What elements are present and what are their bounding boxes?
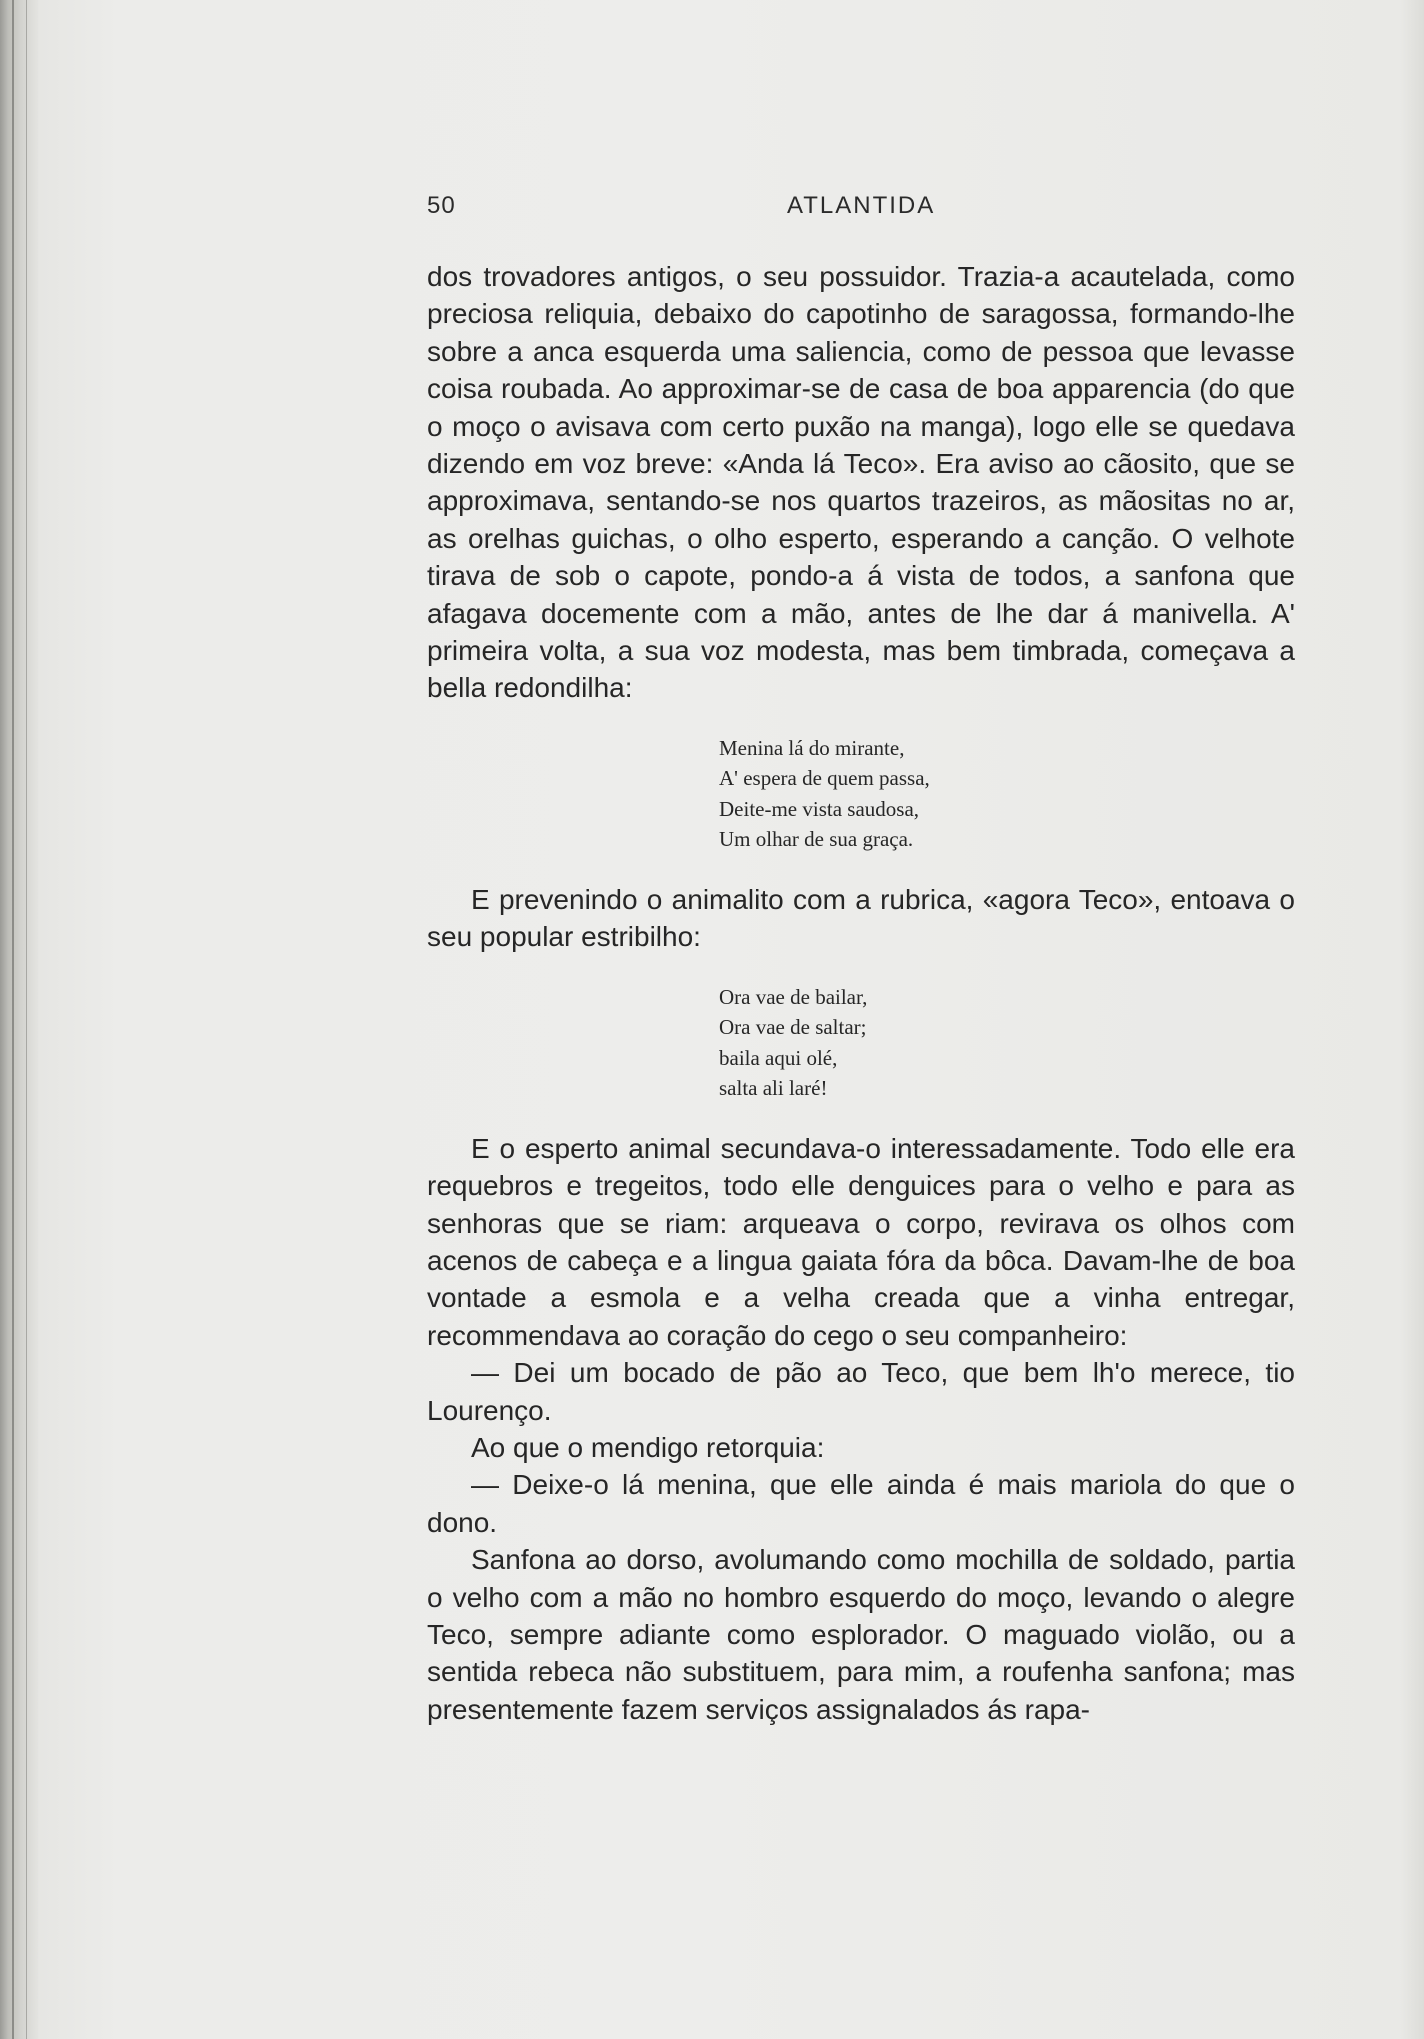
book-spine-shadow bbox=[0, 0, 38, 2039]
verse-block bbox=[719, 733, 1295, 855]
page-header bbox=[427, 192, 1289, 228]
verse-line: Ora vae de bailar, bbox=[719, 984, 868, 1009]
paragraph: Ao que o mendigo retorquia: bbox=[471, 1431, 825, 1463]
binding-line bbox=[12, 0, 14, 2039]
dialogue-line: — Dei um bocado de pão ao Teco, que bem lh'o merece, tio Lourenço. bbox=[427, 1357, 1295, 1426]
dialogue-line: — Deixe-o lá menina, que elle ainda é mais mariola do que o dono. bbox=[427, 1469, 1295, 1538]
paragraph: E o esperto animal secundava-o interessadamente. Todo elle era requebros e tregeitos, todo elle denguices para o velho e para as senhoras que se riam: arqueava o corpo, revirava os olhos com acenos de cabeça e a lingua gaiata fóra da bôca. Davam-lhe de boa vontade a esmola e a velha creada que a vinha entregar, recommendava ao coração do cego o seu companheiro: bbox=[427, 1132, 1295, 1351]
verse-line: baila aqui olé, bbox=[719, 1045, 838, 1070]
page-number: 50 bbox=[427, 192, 456, 219]
paragraph: dos trovadores antigos, o seu possuidor. Trazia-a acautelada, como preciosa reliquia, debaixo do capotinho de saragossa, formando-lhe sobre a anca esquerda uma saliencia, como de pessoa que levasse coisa roubada. Ao approximar-se de casa de boa apparencia (do que o moço o avisava com certo puxão na manga), logo elle se quedava dizendo em voz breve: «Anda lá Teco». Era aviso ao cãosito, que se approximava, sentando-se nos quartos trazeiros, as mãositas no ar, as orelhas guichas, o olho esperto, esperando a canção. O velhote tirava de sob o capote, pondo-a á vista de todos, a sanfona que afagava docemente com a mão, antes de lhe dar á manivella. A' primeira volta, a sua voz modesta, mas bem timbrada, começava a bella redondilha: bbox=[427, 261, 1295, 704]
verse-line: Um olhar de sua graça. bbox=[719, 827, 914, 852]
verse-line: Deite-me vista saudosa, bbox=[719, 796, 920, 821]
paragraph: Sanfona ao dorso, avolumando como mochilla de soldado, partia o velho com a mão no hombro esquerdo do moço, levando o alegre Teco, sempre adiante como esplorador. O maguado violão, ou a sentida rebeca não substituem, para mim, a roufenha sanfona; mas presentemente fazem serviços assignalados ás rapa- bbox=[427, 1544, 1295, 1725]
paragraph: E prevenindo o animalito com a rubrica, «agora Teco», entoava o seu popular estribilho: bbox=[427, 883, 1295, 953]
body-text bbox=[427, 258, 1295, 1728]
verse-block bbox=[719, 982, 1295, 1104]
verse-line: Ora vae de saltar; bbox=[719, 1015, 867, 1040]
binding-line-secondary bbox=[26, 0, 27, 2039]
running-head: ATLANTIDA bbox=[787, 192, 936, 219]
verse-line: salta ali laré! bbox=[719, 1076, 828, 1101]
verse-line: A' espera de quem passa, bbox=[719, 766, 930, 791]
verse-line: Menina lá do mirante, bbox=[719, 735, 905, 760]
